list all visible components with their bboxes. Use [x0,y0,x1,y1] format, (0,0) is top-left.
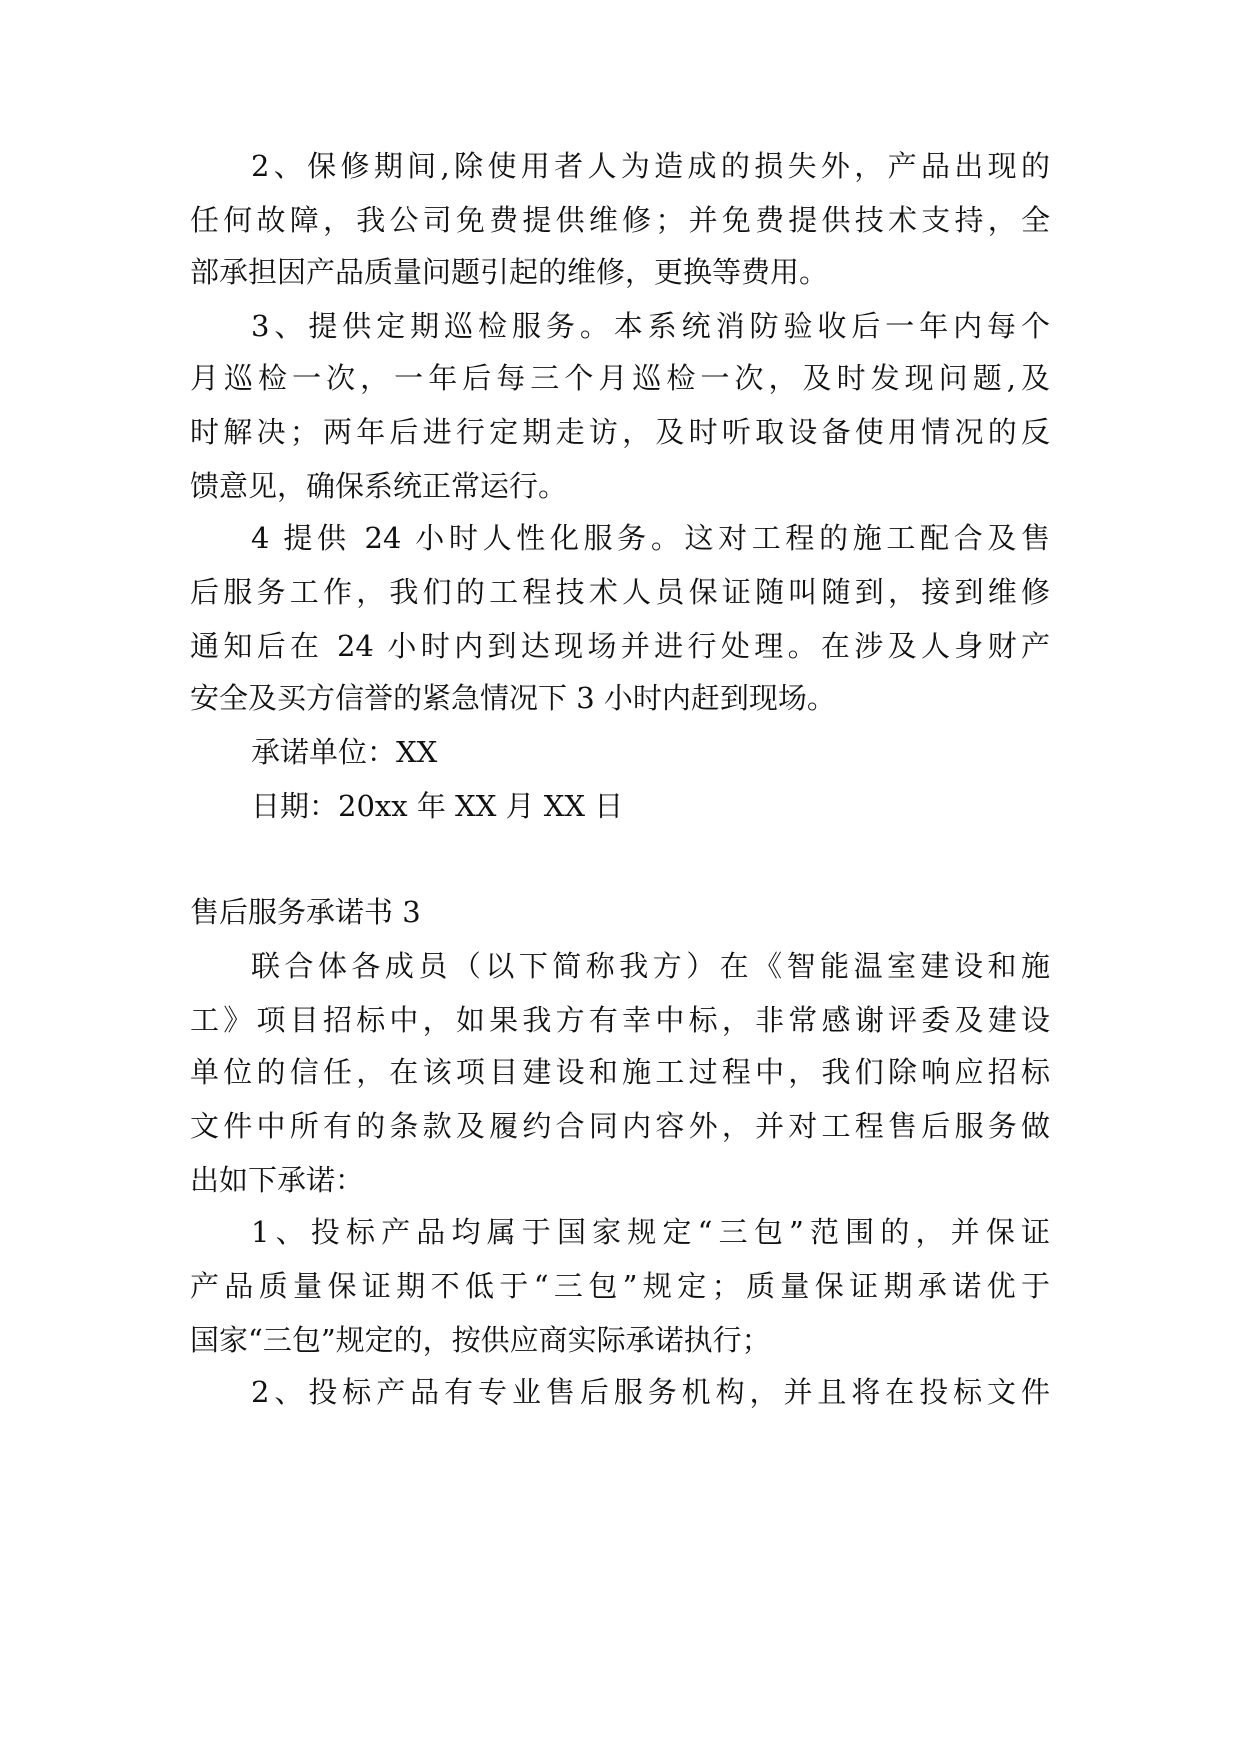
paragraph-line: 安全及买方信誉的紧急情况下 3 小时内赶到现场。 [190,681,836,715]
paragraph-line: 通知后在 24 小时内到达现场并进行处理。在涉及人身财产 [190,629,1050,663]
paragraph-line: 2、保修期间,除使用者人为造成的损失外，产品出现的 [251,149,1050,183]
signature-unit: 承诺单位：XX [251,735,438,769]
paragraph-line: 产品质量保证期不低于“三包”规定；质量保证期承诺优于 [190,1269,1050,1303]
paragraph-line: 单位的信任，在该项目建设和施工过程中，我们除响应招标 [190,1055,1050,1089]
paragraph-line: 出如下承诺： [190,1163,365,1197]
paragraph-line: 4 提供 24 小时人性化服务。这对工程的施工配合及售 [251,521,1050,555]
paragraph-line: 月巡检一次，一年后每三个月巡检一次，及时发现问题,及 [190,361,1050,395]
section-title: 售后服务承诺书 3 [190,895,421,929]
paragraph-line: 部承担因产品质量问题引起的维修，更换等费用。 [190,255,829,289]
paragraph-line: 后服务工作，我们的工程技术人员保证随叫随到，接到维修 [190,575,1050,609]
paragraph-line: 任何故障，我公司免费提供维修；并免费提供技术支持，全 [190,203,1050,237]
signature-date: 日期：20xx 年 XX 月 XX 日 [251,789,624,823]
paragraph-line: 馈意见，确保系统正常运行。 [190,469,568,503]
paragraph-line: 联合体各成员（以下简称我方）在《智能温室建设和施 [251,949,1050,983]
paragraph-line: 1、投标产品均属于国家规定“三包”范围的，并保证 [251,1215,1050,1249]
paragraph-line: 3、提供定期巡检服务。本系统消防验收后一年内每个 [251,309,1050,343]
paragraph-line: 文件中所有的条款及履约合同内容外，并对工程售后服务做 [190,1109,1050,1143]
paragraph-line: 国家“三包”规定的，按供应商实际承诺执行； [190,1323,771,1357]
paragraph-line: 2、投标产品有专业售后服务机构，并且将在投标文件 [251,1375,1050,1409]
paragraph-line: 时解决；两年后进行定期走访，及时听取设备使用情况的反 [190,415,1050,449]
paragraph-line: 工》项目招标中，如果我方有幸中标，非常感谢评委及建设 [190,1003,1050,1037]
